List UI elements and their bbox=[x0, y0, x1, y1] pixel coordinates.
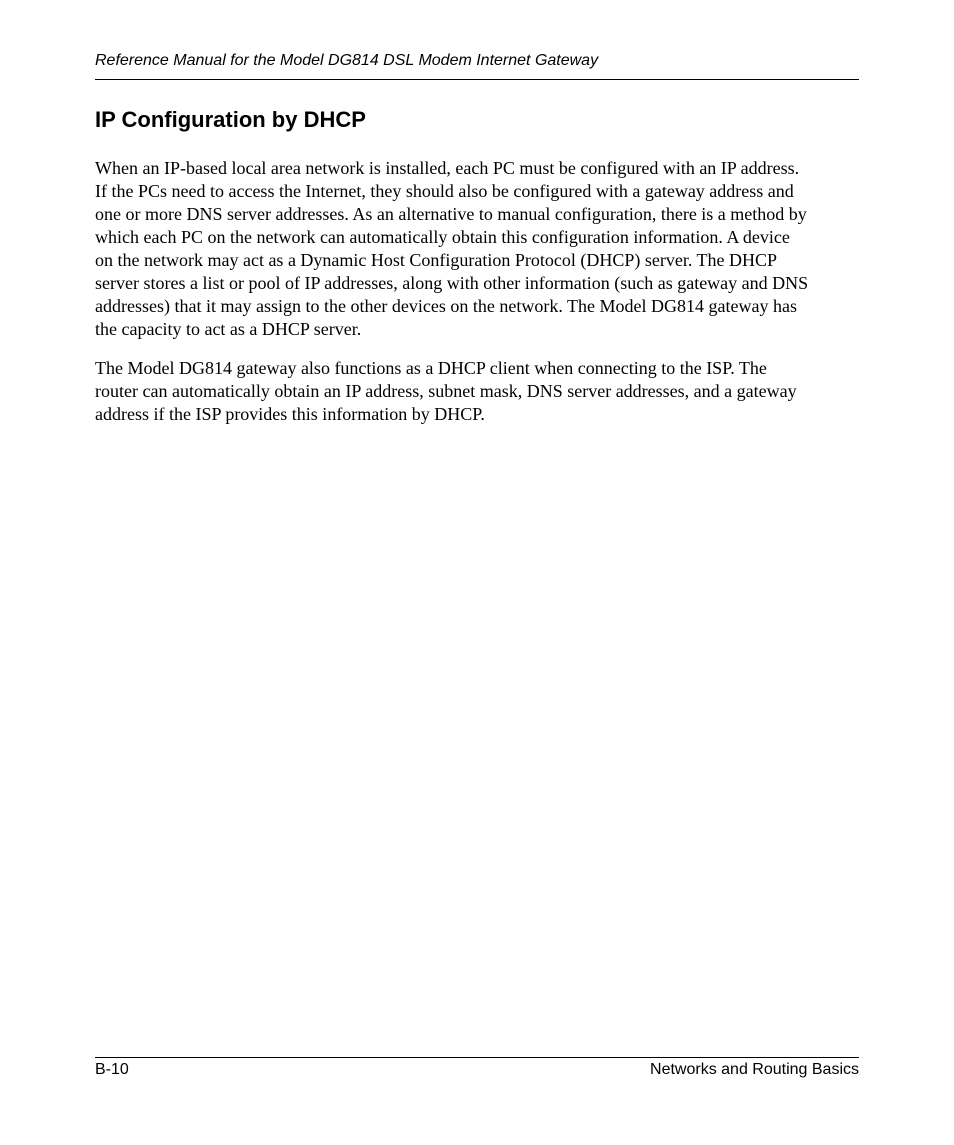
paragraph-line: one or more DNS server addresses. As an alternative to manual configuration, there is a method by bbox=[95, 204, 807, 224]
paragraph-line: which each PC on the network can automatically obtain this configuration information. A device bbox=[95, 227, 790, 247]
section-title: IP Configuration by DHCP bbox=[95, 107, 366, 132]
paragraph-line: on the network may act as a Dynamic Host Configuration Protocol (DHCP) server. The DHCP bbox=[95, 250, 778, 270]
paragraph-line: The Model DG814 gateway also functions as a DHCP client when connecting to the ISP. The bbox=[95, 358, 767, 378]
paragraph-line: If the PCs need to access the Internet, they should also be configured with a gateway address and bbox=[95, 181, 794, 201]
paragraph-line: router can automatically obtain an IP address, subnet mask, DNS server addresses, and a gateway bbox=[95, 381, 797, 401]
paragraph-line: addresses) that it may assign to the other devices on the network. The Model DG814 gateway has bbox=[95, 296, 797, 316]
paragraph-line: the capacity to act as a DHCP server. bbox=[95, 319, 362, 339]
paragraph-line: address if the ISP provides this information by DHCP. bbox=[95, 404, 485, 424]
running-header: Reference Manual for the Model DG814 DSL Modem Internet Gateway bbox=[95, 52, 599, 69]
paragraph-dhcp-client bbox=[95, 357, 859, 426]
header-divider bbox=[95, 79, 859, 80]
footer-divider bbox=[95, 1057, 859, 1058]
chapter-title: Networks and Routing Basics bbox=[650, 1061, 859, 1078]
paragraph-line: When an IP-based local area network is installed, each PC must be configured with an IP address. bbox=[95, 158, 800, 178]
paragraph-dhcp-overview bbox=[95, 157, 859, 341]
page-number: B-10 bbox=[95, 1061, 129, 1078]
paragraph-line: server stores a list or pool of IP addresses, along with other information (such as gateway and DNS bbox=[95, 273, 809, 293]
